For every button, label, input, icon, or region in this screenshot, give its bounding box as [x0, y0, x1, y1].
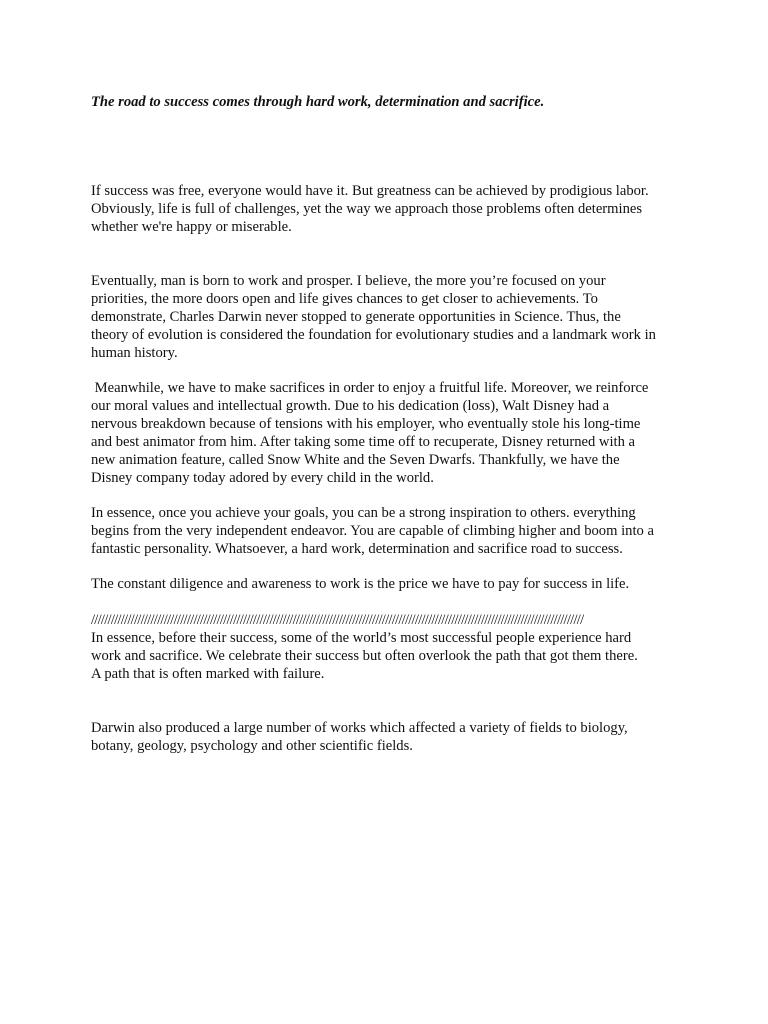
text-line: In essence, once you achieve your goals, you can be a strong inspiration to others. everything: [91, 505, 636, 521]
text-line: The constant diligence and awareness to work is the price we have to pay for success in life.: [91, 576, 630, 592]
paragraph-darwin-works: [91, 719, 691, 755]
text-line: begins from the very independent endeavor. You are capable of climbing higher and boom into a: [91, 523, 654, 539]
text-line: Meanwhile, we have to make sacrifices in order to enjoy a fruitful life. Moreover, we reinforce: [91, 380, 649, 396]
text-line: Eventually, man is born to work and prosper. I believe, the more you’re focused on your: [91, 273, 606, 289]
text-line: and best animator from him. After taking some time off to recuperate, Disney returned with a: [91, 434, 635, 450]
text-line: priorities, the more doors open and life gives chances to get closer to achievements. To: [91, 291, 598, 307]
document-title: The road to success comes through hard work, determination and sacrifice.: [91, 94, 545, 110]
text-line: work and sacrifice. We celebrate their success but often overlook the path that got them there.: [91, 648, 638, 664]
text-line: whether we're happy or miserable.: [91, 219, 292, 235]
text-line: our moral values and intellectual growth. Due to his dedication (loss), Walt Disney had a: [91, 398, 610, 414]
text-line: theory of evolution is considered the foundation for evolutionary studies and a landmark work in: [91, 327, 656, 343]
text-line: In essence, before their success, some of the world’s most successful people experience hard: [91, 630, 632, 646]
text-line: botany, geology, psychology and other scientific fields.: [91, 738, 413, 754]
text-line: Obviously, life is full of challenges, yet the way we approach those problems often determines: [91, 201, 643, 217]
text-line: fantastic personality. Whatsoever, a hard work, determination and sacrifice road to success.: [91, 541, 623, 557]
paragraph-darwin-opportunities: [91, 272, 691, 362]
text-line: A path that is often marked with failure.: [91, 666, 325, 682]
text-line: Darwin also produced a large number of works which affected a variety of fields to biology,: [91, 720, 628, 736]
paragraph-disney-sacrifice: [91, 379, 691, 487]
paragraph-free-success: [91, 182, 691, 236]
paragraph-inspiration: [91, 504, 691, 558]
text-line: If success was free, everyone would have it. But greatness can be achieved by prodigious labor.: [91, 183, 649, 199]
text-line: human history.: [91, 345, 178, 361]
text-line: Disney company today adored by every child in the world.: [91, 470, 434, 486]
slash-divider: /////////////////////////////////////////////////////////////////////////////////////////////////////////////////////////////////////////////////////: [91, 612, 584, 628]
paragraph-diligence: [91, 575, 691, 593]
text-line: new animation feature, called Snow White and the Seven Dwarfs. Thankfully, we have the: [91, 452, 620, 468]
text-line: nervous breakdown because of tensions with his employer, who eventually stole his long-time: [91, 416, 641, 432]
paragraph-path-failure: [91, 611, 691, 683]
text-line: demonstrate, Charles Darwin never stopped to generate opportunities in Science. Thus, the: [91, 309, 621, 325]
